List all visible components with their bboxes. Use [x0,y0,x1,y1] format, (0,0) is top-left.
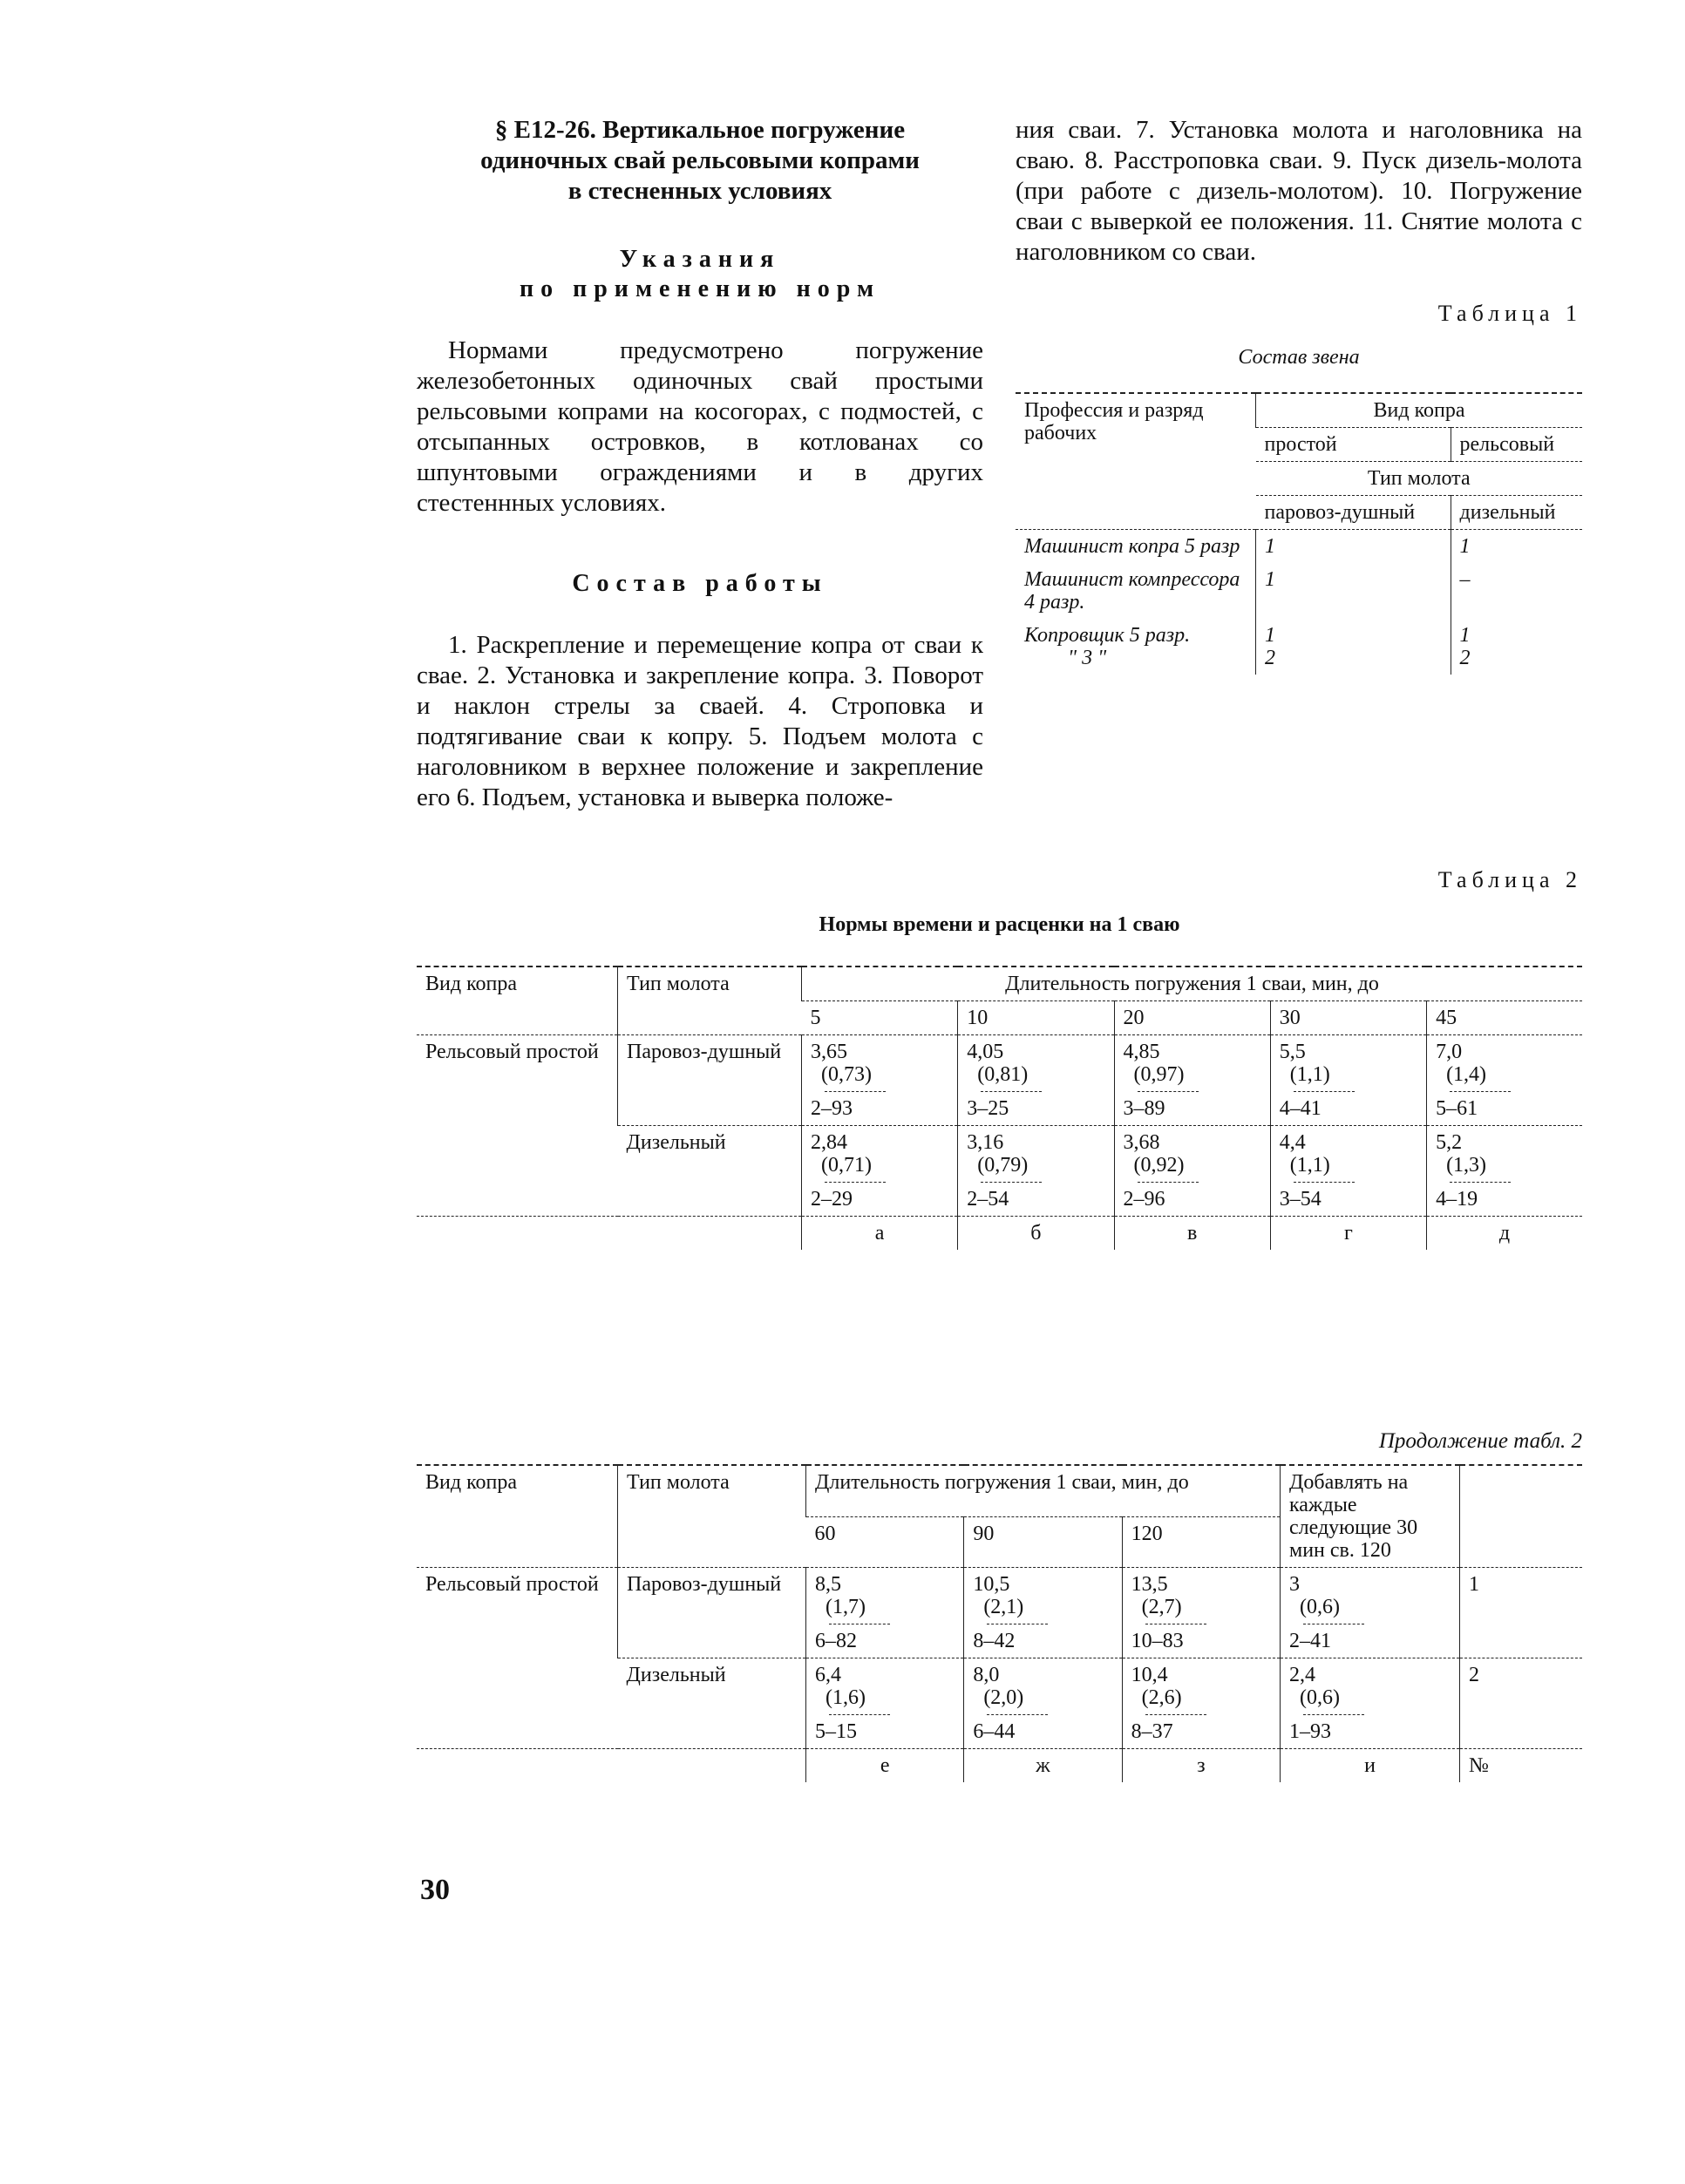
table2-caption: Нормы времени и расценки на 1 сваю [819,913,1180,936]
table2-r2c1: 2,84 (0,71) 2–29 [802,1126,958,1217]
table1-row-1-a: 1 [1256,530,1451,564]
table2-row-2-hammer: Дизельный [618,1126,802,1217]
table2b-letter-e: е [806,1749,964,1783]
table1-head-kopr: Вид копра [1256,393,1583,428]
table2-r1c3: 4,85 (0,97) 3–89 [1114,1035,1270,1126]
table2-head-kopr: Вид копра [417,967,618,1035]
table2b-row-1-hammer: Паровоз-душный [618,1568,806,1658]
table2-r2c2: 3,16 (0,79) 2–54 [958,1126,1114,1217]
table2-head-duration: Длительность погружения 1 сваи, мин, до [802,967,1583,1001]
table2b-row-1-num: 1 [1460,1568,1583,1658]
table2-row-1-hammer: Паровоз-душный [618,1035,802,1126]
table2-dur-45: 45 [1427,1001,1582,1035]
table2b-letter-zh: ж [964,1749,1122,1783]
table2b-r1c4: 3 (0,6) 2–41 [1281,1568,1460,1658]
table2-dur-10: 10 [958,1001,1114,1035]
table2-r1c1: 3,65 (0,73) 2–93 [802,1035,958,1126]
table2b-r2c3: 10,4 (2,6) 8–37 [1122,1658,1280,1749]
table2-letter-g: г [1270,1217,1426,1251]
table1-row-3-name: Копровщик 5 разр. [1024,624,1191,647]
table2b-r2c4: 2,4 (0,6) 1–93 [1281,1658,1460,1749]
guidance-heading-2: по применению норм [519,275,881,302]
table2-dur-5: 5 [802,1001,958,1035]
table1-head-simple: простой [1256,428,1451,462]
table2-r2c5: 5,2 (1,3) 4–19 [1427,1126,1582,1217]
table2-dur-20: 20 [1114,1001,1270,1035]
table2b-r1c1: 8,5 (1,7) 6–82 [806,1568,964,1658]
table1-head-rail: рельсовый [1451,428,1582,462]
table2-letter-a: а [802,1217,958,1251]
table2b-head-kopr: Вид копра [417,1465,618,1568]
table-row [417,1568,1582,1658]
table-row [417,1035,1582,1126]
table1-row-4-name: " 3 " [1068,647,1107,669]
table2-r1c4: 5,5 (1,1) 4–41 [1270,1035,1426,1126]
table2b-kopr: Рельсовый простой [417,1568,618,1749]
table2-kopr: Рельсовый простой [417,1035,618,1217]
table2b-dur-60: 60 [806,1516,964,1567]
table2b-label: Продолжение табл. 2 [1378,1429,1582,1453]
table2-label: Таблица 2 [1437,867,1582,892]
table2-letter-d: д [1427,1217,1582,1251]
section-title-line-2: одиночных свай рельсовыми копрами [480,146,920,174]
table2b-r2c2: 8,0 (2,0) 6–44 [964,1658,1122,1749]
table2-r1c2: 4,05 (0,81) 3–25 [958,1035,1114,1126]
table1-head-hammer: Тип молота [1256,462,1583,496]
table2-head-hammer: Тип молота [618,967,802,1035]
table2-letter-v: в [1114,1217,1270,1251]
table2b-letter-i: и [1281,1749,1460,1783]
work-heading: Состав работы [572,570,828,597]
table1-row-4-a: 2 [1256,647,1451,675]
table1 [1016,392,1582,675]
table1-row-2-a: 1 [1256,563,1451,619]
table2-r1c5: 7,0 (1,4) 5–61 [1427,1035,1582,1126]
table2b-dur-120: 120 [1122,1516,1280,1567]
right-column [1016,115,1582,675]
table1-row-2-name: Машинист компрессора 4 разр. [1024,568,1240,614]
table2b-r2c1: 6,4 (1,6) 5–15 [806,1658,964,1749]
table2-continuation [417,1464,1582,1782]
work-text-left: 1. Раскрепление и перемещение копра от сваи к свае. 2. Установка и закрепление копра. 3. Поворот и наклон стрелы за сваей. 4. Строповка и подтягивание сваи к копру. 5. Подъем молота с наголовником в верхнее положение и закрепление его 6. Подъем, установка и выверка положе- [417,631,983,811]
table2b-head-hammer: Тип молота [618,1465,806,1568]
table2-r2c3: 3,68 (0,92) 2–96 [1114,1126,1270,1217]
table2b-letter-z: з [1122,1749,1280,1783]
guidance-heading-1: Указания [619,246,781,273]
table1-row-3-a: 1 [1256,619,1451,647]
table2b-number-sign: № [1460,1749,1583,1783]
table1-label: Таблица 1 [1437,301,1582,326]
left-column [417,115,983,813]
table1-row-4-b: 2 [1451,647,1582,675]
table1-head-steam: паровоз-душный [1256,496,1451,530]
table2-r2c4: 4,4 (1,1) 3–54 [1270,1126,1426,1217]
table1-row-2-b: – [1451,563,1582,619]
section-title-line-3: в стесненных условиях [567,177,832,205]
table1-head-diesel: дизельный [1451,496,1582,530]
section-title-line-1: § Е12-26. Вертикальное погружение [494,116,906,144]
work-text-right: ния сваи. 7. Установка молота и наголовника на сваю. 8. Расстроповка сваи. 9. Пуск дизель-молота (при работе с дизель-молотом). 10. Погружение сваи с выверкой ее положения. 11. Снятие молота с наголовником со сваи. [1016,116,1582,266]
table2b-head-duration: Длительность погружения 1 сваи, мин, до [806,1465,1281,1516]
guidance-text: Нормами предусмотрено погружение железобетонных одиночных свай простыми рельсовыми копрами на косогорах, с подмостей, с отсыпанных островков, в котлованах со шпунтовыми ограждениями и в других стестеннных условиях. [417,336,983,517]
table2b-row-2-hammer: Дизельный [618,1658,806,1749]
table2b-dur-90: 90 [964,1516,1122,1567]
table2b-r1c3: 13,5 (2,7) 10–83 [1122,1568,1280,1658]
table1-row-1-name: Машинист копра 5 разр [1024,535,1240,558]
table2-letter-b: б [958,1217,1114,1251]
table1-caption: Состав звена [1238,346,1360,369]
table1-head-profession: Профессия и разряд рабочих [1016,393,1256,530]
page-number: 30 [420,1874,450,1906]
table2 [417,966,1582,1250]
table1-row-3-b: 1 [1451,619,1582,647]
table2b-head-add: Добавлять на каждые следующие 30 мин св. 120 [1281,1465,1460,1568]
table1-row-1-b: 1 [1451,530,1582,564]
table2b-row-2-num: 2 [1460,1658,1583,1749]
table2-dur-30: 30 [1270,1001,1426,1035]
table2b-r1c2: 10,5 (2,1) 8–42 [964,1568,1122,1658]
